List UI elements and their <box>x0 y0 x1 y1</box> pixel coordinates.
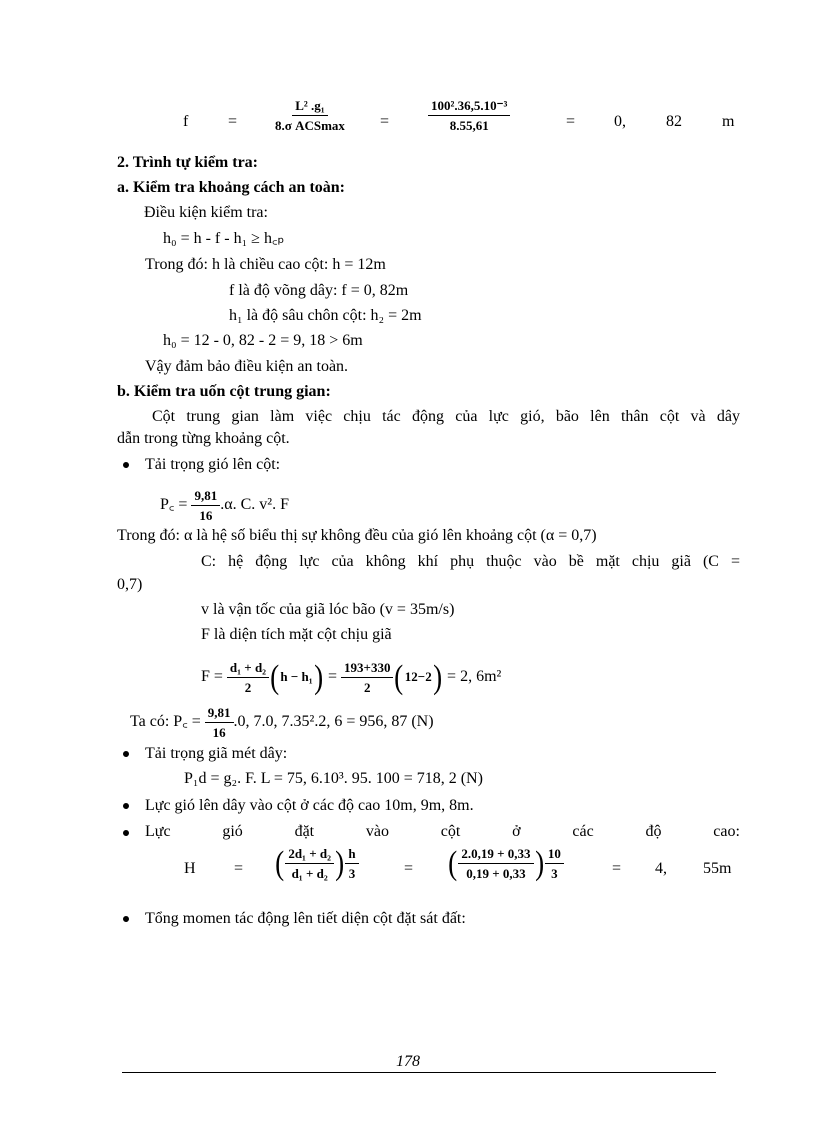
taco-rest: .0, 7.0, 7.35².2, 6 = 956, 87 (N) <box>233 713 434 731</box>
H-frac3-denominator: 0,19 + 0,33 <box>466 866 526 881</box>
eq1-equals-3: = <box>566 113 576 130</box>
where-c-line-2: 0,7) <box>117 576 143 593</box>
F-frac2-denominator: 2 <box>364 680 371 695</box>
F-lhs: F = <box>201 668 223 686</box>
paragraph-line-2: dẫn trong từng khoảng cột. <box>117 430 290 447</box>
eq1-frac2-denominator: 8.55,61 <box>449 118 489 133</box>
section-2-title: 2. Trình tự kiểm tra: <box>117 154 258 171</box>
taco-formula <box>130 705 434 740</box>
H-result-dec: 55m <box>703 860 732 877</box>
bullet-total-moment: Tổng momen tác động lên tiết diện cột đặt sát đất: <box>145 910 466 927</box>
pc-formula <box>160 488 289 523</box>
H-expression-1: ( $\frac{\text{2d₁ + d₂}}{\text{d₁ + d₂}}$ ) $\frac{h}{3}$ <box>274 846 359 881</box>
bullet-icon <box>123 916 129 922</box>
F-frac1-denominator: 2 <box>244 680 252 695</box>
F-formula: F = $\frac{\text{d₁ + d₂}}{2}$ (h − h₁) = $\frac{193+330}{2}$ (12−2) = 2, 6m² <box>201 658 502 696</box>
eq1-unit: m <box>722 113 735 130</box>
taco-lhs: Ta có: P꜀ = <box>130 713 201 731</box>
bullet-icon <box>123 751 129 757</box>
H-frac2-numerator: h <box>345 846 358 864</box>
where-h1: h₁ là độ sâu chôn cột: h₂ = 2m <box>229 307 422 324</box>
bullet-wind-point: Lực gió đặt vào cột ở các độ cao: <box>145 823 740 840</box>
taco-denominator: 16 <box>212 725 226 740</box>
F-frac2-numerator: 193+330 <box>341 660 393 678</box>
F-paren2: 12−2 <box>404 669 432 685</box>
H-frac1-denominator: d₁ + d₂ <box>291 866 328 881</box>
eq1-fraction-1 <box>272 98 348 133</box>
H-equals-2: = <box>404 860 414 877</box>
F-result: = 2, 6m² <box>447 668 502 686</box>
eq1-frac1-denominator: 8.σ ACSmax <box>275 118 345 133</box>
H-equals-1: = <box>234 860 244 877</box>
H-result-int: 4, <box>655 860 667 877</box>
pc-rest: .α. C. v². F <box>220 496 289 514</box>
H-frac3-numerator: 2.0,19 + 0,33 <box>458 846 533 864</box>
page-number: 178 <box>396 1053 420 1070</box>
eq1-result-dec: 82 <box>666 113 682 130</box>
condition-label: Điều kiện kiểm tra: <box>144 204 268 221</box>
footer-rule <box>122 1072 716 1073</box>
bullet-wind-load-column: Tải trọng gió lên cột: <box>145 456 281 473</box>
bullet-icon <box>123 803 129 809</box>
pc-lhs: P꜀ = <box>160 496 188 514</box>
eq1-frac1-numerator: L² .g₁ <box>292 98 327 116</box>
eq1-equals: = <box>228 113 238 130</box>
p1d-formula: P₁d = g₂. F. L = 75, 6.10³. 95. 100 = 718, 2 (N) <box>184 770 483 787</box>
section-a-title: a. Kiểm tra khoảng cách an toàn: <box>117 179 345 196</box>
bullet-icon <box>123 462 129 468</box>
H-lhs: H <box>184 860 196 877</box>
pc-numerator: 9,81 <box>191 488 220 506</box>
eq1-lhs: f <box>183 113 189 130</box>
H-frac4-numerator: 10 <box>545 846 564 864</box>
condition-formula: h₀ = h - f - h₁ ≥ h꜀ₚ <box>163 230 285 247</box>
H-expression-2: ( $\frac{2.0,19 + 0,33}{0,19 + 0,33}$ ) $\frac{10}{3}$ <box>447 846 564 881</box>
section-b-title: b. Kiểm tra uốn cột trung gian: <box>117 383 331 400</box>
safe-conclusion: Vậy đảm bảo điều kiện an toàn. <box>145 358 349 375</box>
where-f: f là độ võng dây: f = 0, 82m <box>229 282 409 299</box>
where-F: F là diện tích mặt cột chịu giã <box>201 626 392 643</box>
calc-h0: h₀ = 12 - 0, 82 - 2 = 9, 18 > 6m <box>163 332 363 349</box>
H-frac1-numerator: 2d₁ + d₂ <box>285 846 334 864</box>
F-equals: = <box>328 668 338 686</box>
where-v: v là vận tốc của giã lóc bão (v = 35m/s) <box>201 601 455 618</box>
paragraph-line-1: Cột trung gian làm việc chịu tác động của lực gió, bão lên thân cột và dây <box>152 408 740 425</box>
H-frac2-denominator: 3 <box>348 866 356 881</box>
bullet-icon <box>123 830 129 836</box>
where-c-line-1: C: hệ động lực của không khí phụ thuộc vào bề mặt chịu giã (C = <box>201 553 740 570</box>
eq1-frac2-numerator: 100².36,5.10⁻³ <box>428 98 510 116</box>
eq1-equals-2: = <box>380 113 390 130</box>
eq1-fraction-2 <box>428 98 510 133</box>
taco-numerator: 9,81 <box>205 705 234 723</box>
F-paren1: h − h₁ <box>280 669 313 685</box>
where-h: Trong đó: h là chiều cao cột: h = 12m <box>145 256 386 273</box>
pc-denominator: 16 <box>199 508 213 523</box>
bullet-wind-load-wire: Tải trọng giã mét dây: <box>145 745 288 762</box>
H-frac4-denominator: 3 <box>551 866 558 881</box>
bullet-wind-heights: Lực gió lên dây vào cột ở các độ cao 10m, 9m, 8m. <box>145 797 474 814</box>
F-frac1-numerator: d₁ + d₂ <box>227 660 269 678</box>
eq1-result-int: 0, <box>614 113 626 130</box>
H-equals-3: = <box>612 860 622 877</box>
where-alpha: Trong đó: α là hệ số biểu thị sự không đều của gió lên khoảng cột (α = 0,7) <box>117 527 597 544</box>
